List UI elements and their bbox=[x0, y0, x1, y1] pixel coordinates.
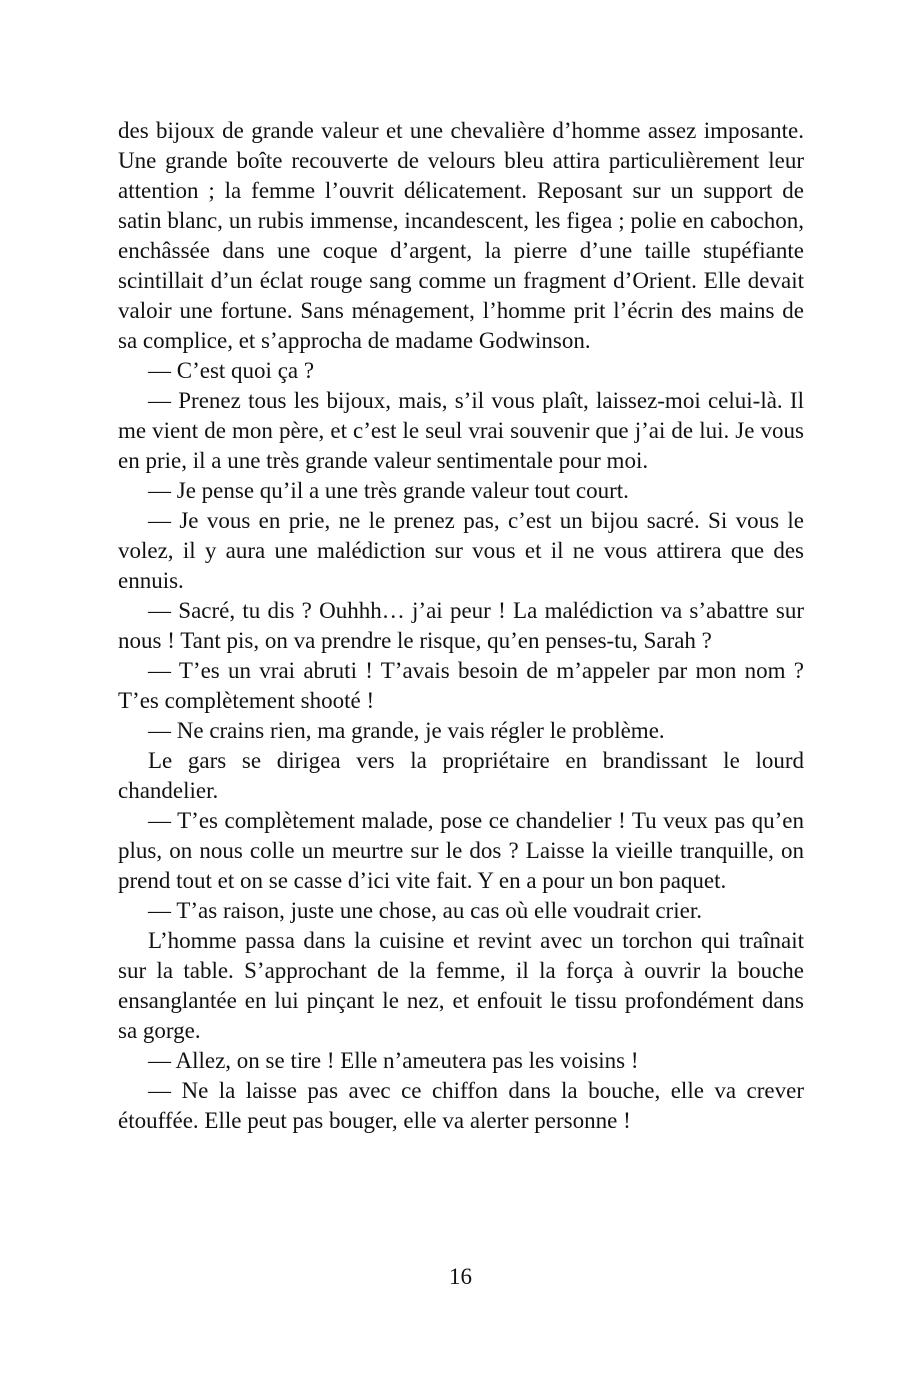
dialogue-line: — Ne crains rien, ma grande, je vais régler le problème. bbox=[148, 718, 665, 743]
dialogue-line: — Ne la laisse pas avec ce chiffon dans la bouche, elle va crever étouffée. Elle peut pas bouger, elle va alerter personne ! bbox=[118, 1078, 804, 1133]
dialogue-line: — Allez, on se tire ! Elle n’ameutera pas les voisins ! bbox=[148, 1048, 639, 1073]
paragraph: L’homme passa dans la cuisine et revint avec un torchon qui traînait sur la table. S’approchant de la femme, il la força à ouvrir la bouche ensanglantée en lui pinçant le nez, et enfouit le tissu profondément dans sa gorge. bbox=[118, 928, 804, 1043]
page-number: 16 bbox=[449, 1264, 472, 1289]
dialogue-line: — C’est quoi ça ? bbox=[148, 358, 315, 383]
body-text bbox=[118, 116, 804, 1136]
dialogue-line: — T’as raison, juste une chose, au cas où elle voudrait crier. bbox=[148, 898, 702, 923]
dialogue-line: — Je vous en prie, ne le prenez pas, c’est un bijou sacré. Si vous le volez, il y aura une malédiction sur vous et il ne vous attirera que des ennuis. bbox=[118, 508, 804, 593]
dialogue-line: — Je pense qu’il a une très grande valeur tout court. bbox=[148, 478, 629, 503]
paragraph: Le gars se dirigea vers la propriétaire en brandissant le lourd chandelier. bbox=[118, 748, 804, 803]
dialogue-line: — Sacré, tu dis ? Ouhhh… j’ai peur ! La malédiction va s’abattre sur nous ! Tant pis, on va prendre le risque, qu’en penses-tu, Sarah ? bbox=[118, 598, 804, 653]
dialogue-line: — T’es un vrai abruti ! T’avais besoin de m’appeler par mon nom ? T’es complètement shooté ! bbox=[118, 658, 804, 713]
dialogue-line: — T’es complètement malade, pose ce chandelier ! Tu veux pas qu’en plus, on nous colle un meurtre sur le dos ? Laisse la vieille tranquille, on prend tout et on se casse d’ici vite fait. Y en a pour un bon paquet. bbox=[118, 808, 804, 893]
dialogue-line: — Prenez tous les bijoux, mais, s’il vous plaît, laissez-moi celui-là. Il me vient de mon père, et c’est le seul vrai souvenir que j’ai de lui. Je vous en prie, il a une très grande valeur sentimentale pour moi. bbox=[118, 388, 804, 473]
paragraph: des bijoux de grande valeur et une chevalière d’homme assez imposante. Une grande boîte recouverte de velours bleu attira particulièrement leur attention ; la femme l’ouvrit délicatement. Reposant sur un support de satin blanc, un rubis immense, incandescent, les figea ; polie en cabochon, enchâssée dans une coque d’argent, la pierre d’une taille stupéfiante scintillait d’un éclat rouge sang comme un fragment d’Orient. Elle devait valoir une fortune. Sans ménagement, l’homme prit l’écrin des mains de sa complice, et s’approcha de madame Godwinson. bbox=[118, 118, 804, 353]
